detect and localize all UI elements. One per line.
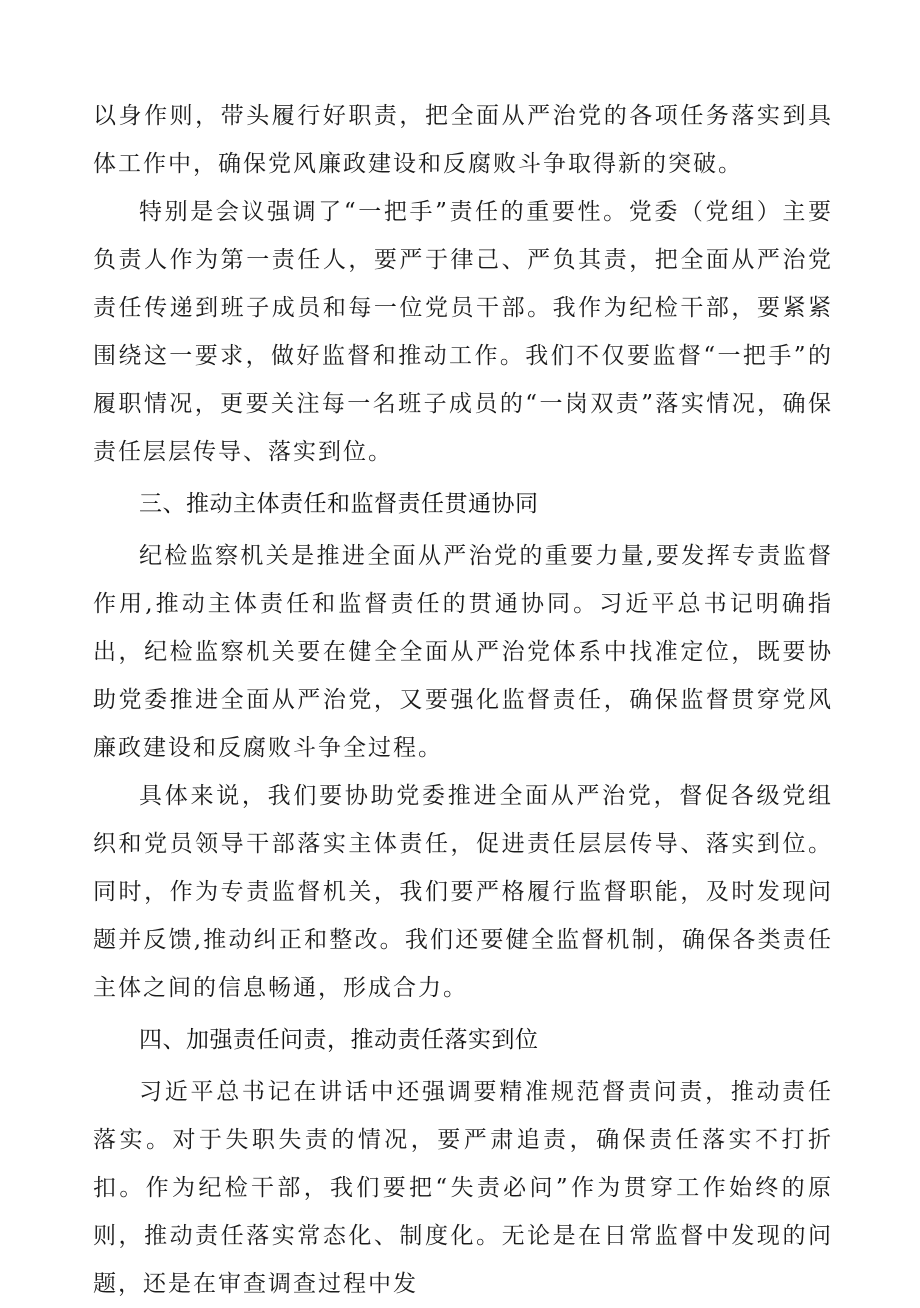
paragraph-yibashou: 特别是会议强调了“一把手”责任的重要性。党委（党组）主要负责人作为第一责任人，要严于律己、严负其责，把全面从严治党责任传递到班子成员和每一位党员干部。我作为纪检干部，要紧紧围绕这一要求，做好监督和推动工作。我们不仅要监督“一把手”的履职情况，更要关注每一名班子成员的“一岗双责”落实情况，确保责任层层传导、落实到位。 <box>93 199 833 465</box>
section-heading-3: 三、推动主体责任和监督责任贯通协同 <box>139 491 539 517</box>
paragraph-section3-1: 纪检监察机关是推进全面从严治党的重要力量,要发挥专责监督作用,推动主体责任和监督责任的贯通协同。习近平总书记明确指出，纪检监察机关要在健全全面从严治党体系中找准定位，既要协助党委推进全面从严治党，又要强化监督责任，确保监督贯穿党风廉政建设和反腐败斗争全过程。 <box>93 543 833 761</box>
paragraph-section4-1: 习近平总书记在讲话中还强调要精准规范督责问责，推动责任落实。对于失职失责的情况，要严肃追责，确保责任落实不打折扣。作为纪检干部，我们要把“失责必问”作为贯穿工作始终的原则，推动责任落实常态化、制度化。无论是在日常监督中发现的问题，还是在审查调查过程中发 <box>93 1079 833 1297</box>
section-heading-4: 四、加强责任问责，推动责任落实到位 <box>139 1027 539 1053</box>
paragraph-continued: 以身作则，带头履行好职责，把全面从严治党的各项任务落实到具体工作中，确保党风廉政建设和反腐败斗争取得新的突破。 <box>93 103 833 177</box>
document-body <box>93 92 833 1308</box>
paragraph-section3-2: 具体来说，我们要协助党委推进全面从严治党，督促各级党组织和党员领导干部落实主体责任，促进责任层层传导、落实到位。同时，作为专责监督机关，我们要严格履行监督职能，及时发现问题并反馈,推动纠正和整改。我们还要健全监督机制，确保各类责任主体之间的信息畅通，形成合力。 <box>93 783 833 1001</box>
